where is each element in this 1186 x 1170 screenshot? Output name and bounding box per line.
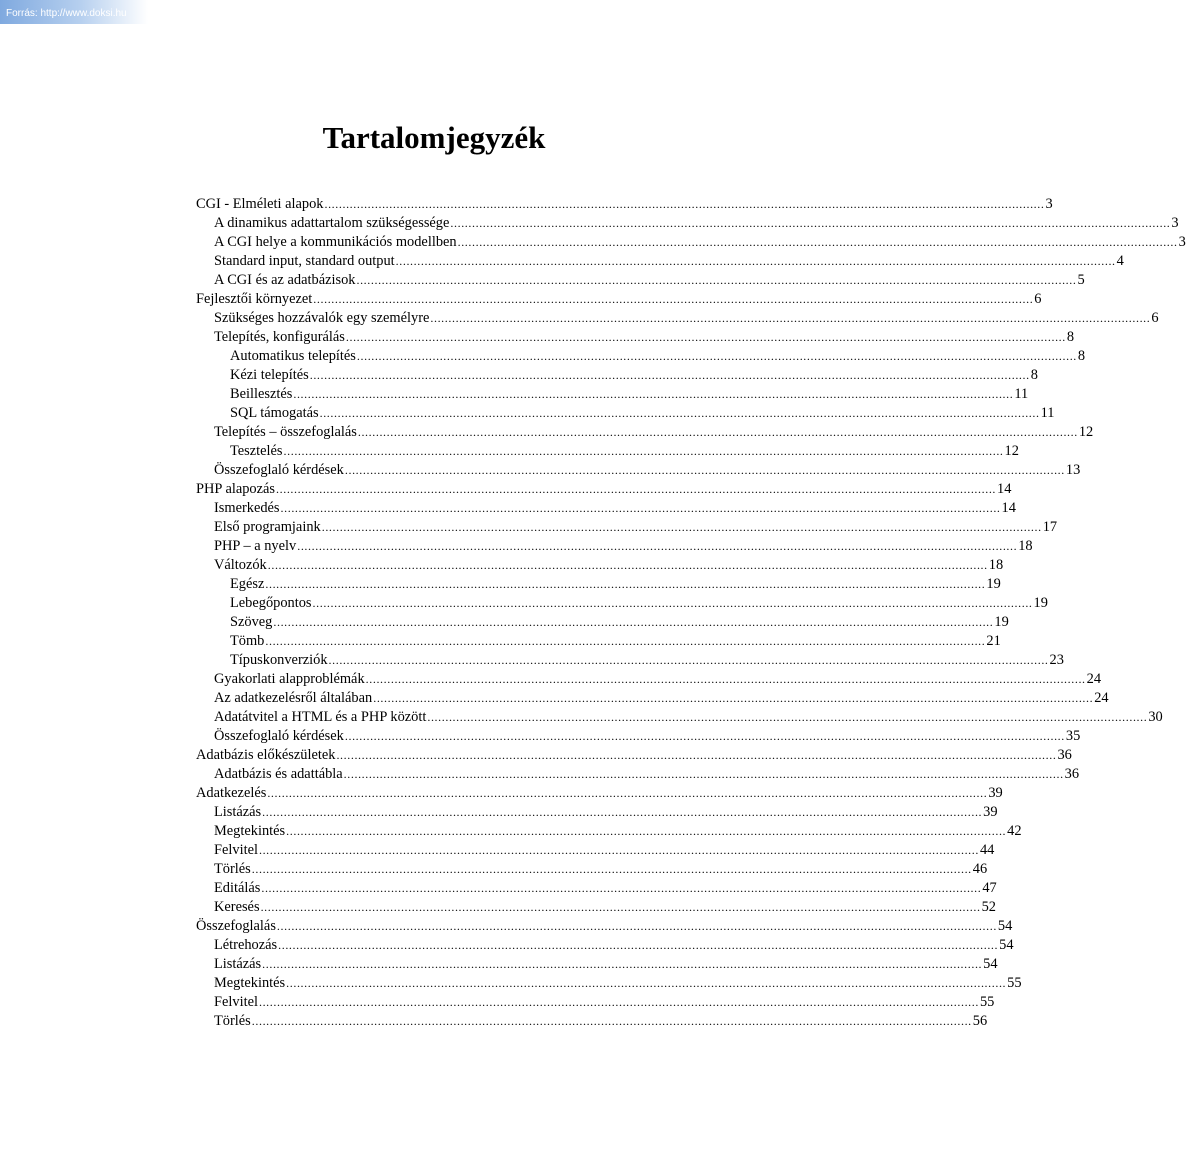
toc-dot-leader: ........................................................................................................................................................................................................ [265, 634, 986, 648]
toc-entry-title: Adatátvitel a HTML és a PHP között [214, 709, 427, 725]
toc-dot-leader: ........................................................................................................................................................................................................ [313, 292, 1034, 306]
toc-entry[interactable] [196, 841, 995, 860]
toc-entry[interactable] [196, 632, 1001, 651]
toc-entry[interactable] [196, 784, 1003, 803]
toc-entry[interactable] [196, 442, 1019, 461]
toc-entry[interactable] [196, 765, 1080, 784]
toc-entry-title: Felvitel [214, 994, 258, 1010]
toc-entry[interactable] [196, 822, 1022, 841]
toc-entry[interactable] [196, 461, 1081, 480]
toc-dot-leader: ........................................................................................................................................................................................................ [276, 482, 997, 496]
toc-entry[interactable] [196, 974, 1022, 993]
toc-entry-title: Törlés [214, 861, 251, 877]
toc-entry-page-number: 5 [1077, 272, 1085, 288]
toc-entry-page-number: 13 [1065, 462, 1081, 478]
toc-entry-page-number: 11 [1040, 405, 1055, 421]
toc-entry-title: A CGI és az adatbázisok [214, 272, 356, 288]
toc-entry[interactable] [196, 309, 1159, 328]
toc-entry-title: A CGI helye a kommunikációs modellben [214, 234, 457, 250]
toc-entry-title: Összefoglaló kérdések [214, 462, 344, 478]
toc-entry-title: Megtekintés [214, 823, 286, 839]
toc-entry-title: Lebegőpontos [230, 595, 312, 611]
toc-entry-page-number: 36 [1064, 766, 1080, 782]
toc-entry-page-number: 8 [1066, 329, 1075, 345]
toc-entry-page-number: 11 [1014, 386, 1029, 402]
toc-entry-title: Adatbázis és adattábla [214, 766, 343, 782]
toc-dot-leader: ........................................................................................................................................................................................................ [450, 216, 1171, 230]
toc-entry[interactable] [196, 328, 1075, 347]
toc-dot-leader: ........................................................................................................................................................................................................ [286, 824, 1007, 838]
toc-dot-leader: ........................................................................................................................................................................................................ [258, 843, 979, 857]
toc-entry-page-number: 4 [1116, 253, 1124, 269]
toc-entry-page-number: 19 [1033, 595, 1048, 611]
toc-entry[interactable] [196, 993, 995, 1012]
toc-entry-title: Tömb [230, 633, 265, 649]
toc-entry-title: Fejlesztői környezet [196, 291, 313, 307]
toc-entry-title: SQL támogatás [230, 405, 319, 421]
toc-entry-page-number: 23 [1049, 652, 1064, 668]
toc-entry-page-number: 8 [1077, 348, 1086, 364]
toc-entry-title: Az adatkezelésről általában [214, 690, 373, 706]
toc-entry[interactable] [196, 594, 1048, 613]
toc-entry-page-number: 12 [1004, 443, 1019, 459]
toc-dot-leader: ........................................................................................................................................................................................................ [261, 881, 982, 895]
toc-entry[interactable] [196, 366, 1038, 385]
toc-entry[interactable] [196, 537, 1033, 556]
toc-entry[interactable] [196, 252, 1124, 271]
toc-entry-page-number: 19 [986, 576, 1001, 592]
toc-entry-page-number: 44 [979, 842, 995, 858]
toc-entry[interactable] [196, 385, 1029, 404]
toc-entry[interactable] [196, 480, 1012, 499]
toc-entry-page-number: 6 [1034, 291, 1042, 307]
toc-entry[interactable] [196, 917, 1013, 936]
table-of-contents [196, 195, 1186, 1031]
toc-dot-leader: ........................................................................................................................................................................................................ [356, 349, 1077, 363]
toc-entry-title: PHP alapozás [196, 481, 276, 497]
toc-dot-leader: ........................................................................................................................................................................................................ [427, 710, 1148, 724]
toc-entry[interactable] [196, 347, 1086, 366]
toc-entry-title: Összefoglaló kérdések [214, 728, 344, 744]
toc-entry-page-number: 52 [981, 899, 996, 915]
toc-entry[interactable] [196, 290, 1042, 309]
toc-dot-leader: ........................................................................................................................................................................................................ [258, 995, 979, 1009]
toc-entry-title: Beillesztés [230, 386, 293, 402]
toc-dot-leader: ........................................................................................................................................................................................................ [344, 729, 1065, 743]
toc-entry-title: Listázás [214, 804, 262, 820]
toc-entry-title: Első programjaink [214, 519, 321, 535]
toc-entry-page-number: 3 [1178, 234, 1186, 250]
toc-entry-title: Tesztelés [230, 443, 283, 459]
toc-entry-title: Kézi telepítés [230, 367, 309, 383]
toc-entry-title: Gyakorlati alapproblémák [214, 671, 365, 687]
toc-entry[interactable] [196, 499, 1016, 518]
toc-entry-title: CGI - Elméleti alapok [196, 196, 324, 212]
toc-dot-leader: ........................................................................................................................................................................................................ [365, 672, 1086, 686]
toc-entry-page-number: 3 [1045, 196, 1053, 212]
toc-entry-page-number: 36 [1057, 747, 1072, 763]
toc-entry-page-number: 17 [1042, 519, 1058, 535]
toc-dot-leader: ........................................................................................................................................................................................................ [262, 805, 983, 819]
source-banner [0, 0, 148, 24]
toc-entry-page-number: 54 [983, 956, 998, 972]
toc-dot-leader: ........................................................................................................................................................................................................ [260, 900, 981, 914]
toc-entry-page-number: 54 [997, 918, 1013, 934]
toc-entry-page-number: 39 [988, 785, 1003, 801]
toc-entry-page-number: 46 [972, 861, 988, 877]
toc-entry[interactable] [196, 803, 998, 822]
toc-dot-leader: ........................................................................................................................................................................................................ [297, 539, 1018, 553]
toc-entry-page-number: 56 [972, 1013, 988, 1029]
toc-entry-page-number: 8 [1030, 367, 1038, 383]
toc-entry[interactable] [196, 233, 1186, 252]
toc-dot-leader: ........................................................................................................................................................................................................ [312, 596, 1033, 610]
toc-dot-leader: ........................................................................................................................................................................................................ [324, 197, 1045, 211]
toc-dot-leader: ........................................................................................................................................................................................................ [293, 387, 1014, 401]
toc-entry-title: Létrehozás [214, 937, 278, 953]
toc-entry[interactable] [196, 727, 1081, 746]
toc-dot-leader: ........................................................................................................................................................................................................ [251, 1014, 972, 1028]
toc-entry[interactable] [196, 955, 998, 974]
toc-entry[interactable] [196, 879, 997, 898]
toc-dot-leader: ........................................................................................................................................................................................................ [265, 577, 986, 591]
toc-dot-leader: ........................................................................................................................................................................................................ [430, 311, 1151, 325]
source-banner-text: Forrás: http://www.doksi.hu [6, 8, 127, 19]
toc-entry-page-number: 6 [1151, 310, 1159, 326]
toc-dot-leader: ........................................................................................................................................................................................................ [276, 919, 997, 933]
toc-entry-title: Szükséges hozzávalók egy személyre [214, 310, 430, 326]
toc-entry[interactable] [196, 860, 988, 879]
toc-entry[interactable] [196, 1012, 988, 1031]
toc-dot-leader: ........................................................................................................................................................................................................ [395, 254, 1116, 268]
toc-dot-leader: ........................................................................................................................................................................................................ [321, 520, 1042, 534]
toc-entry-title: Törlés [214, 1013, 251, 1029]
toc-dot-leader: ........................................................................................................................................................................................................ [343, 767, 1064, 781]
toc-entry[interactable] [196, 556, 1004, 575]
toc-entry-page-number: 19 [994, 614, 1009, 630]
toc-entry-page-number: 39 [983, 804, 998, 820]
toc-dot-leader: ........................................................................................................................................................................................................ [283, 444, 1004, 458]
toc-entry-title: Telepítés – összefoglalás [214, 424, 357, 440]
toc-entry-page-number: 35 [1065, 728, 1081, 744]
toc-entry-page-number: 24 [1086, 671, 1102, 687]
toc-entry-title: Editálás [214, 880, 261, 896]
toc-entry-page-number: 3 [1171, 215, 1179, 231]
toc-entry-page-number: 18 [988, 557, 1004, 573]
toc-entry-page-number: 47 [982, 880, 997, 896]
toc-entry-title: Egész [230, 576, 265, 592]
toc-dot-leader: ........................................................................................................................................................................................................ [267, 786, 988, 800]
toc-entry[interactable] [196, 613, 1009, 632]
toc-dot-leader: ........................................................................................................................................................................................................ [345, 330, 1066, 344]
toc-entry-title: A dinamikus adattartalom szükségessége [214, 215, 450, 231]
toc-entry-page-number: 12 [1078, 424, 1094, 440]
toc-entry-page-number: 55 [1007, 975, 1022, 991]
toc-entry[interactable] [196, 195, 1053, 214]
toc-entry[interactable] [196, 936, 1014, 955]
toc-dot-leader: ........................................................................................................................................................................................................ [262, 957, 983, 971]
toc-dot-leader: ........................................................................................................................................................................................................ [344, 463, 1065, 477]
toc-entry-page-number: 14 [997, 481, 1012, 497]
toc-dot-leader: ........................................................................................................................................................................................................ [278, 938, 999, 952]
toc-entry-title: Felvitel [214, 842, 258, 858]
toc-entry-title: PHP – a nyelv [214, 538, 297, 554]
toc-entry-title: Adatkezelés [196, 785, 267, 801]
toc-entry-title: Típuskonverziók [230, 652, 328, 668]
toc-entry-title: Automatikus telepítés [230, 348, 356, 364]
toc-entry[interactable] [196, 670, 1102, 689]
toc-entry-page-number: 14 [1001, 500, 1016, 516]
toc-dot-leader: ........................................................................................................................................................................................................ [457, 235, 1178, 249]
toc-dot-leader: ........................................................................................................................................................................................................ [286, 976, 1007, 990]
toc-entry[interactable] [196, 423, 1094, 442]
toc-dot-leader: ........................................................................................................................................................................................................ [273, 615, 994, 629]
toc-entry[interactable] [196, 708, 1163, 727]
toc-dot-leader: ........................................................................................................................................................................................................ [319, 406, 1040, 420]
toc-entry[interactable] [196, 271, 1085, 290]
toc-entry[interactable] [196, 898, 996, 917]
toc-entry[interactable] [196, 689, 1109, 708]
toc-dot-leader: ........................................................................................................................................................................................................ [328, 653, 1049, 667]
toc-dot-leader: ........................................................................................................................................................................................................ [373, 691, 1094, 705]
toc-dot-leader: ........................................................................................................................................................................................................ [336, 748, 1057, 762]
toc-dot-leader: ........................................................................................................................................................................................................ [251, 862, 972, 876]
page-title: Tartalomjegyzék [322, 120, 546, 155]
toc-entry-page-number: 24 [1094, 690, 1109, 706]
toc-entry-title: Telepítés, konfigurálás [214, 329, 345, 345]
toc-entry[interactable] [196, 651, 1064, 670]
toc-entry-page-number: 21 [986, 633, 1001, 649]
toc-entry-title: Megtekintés [214, 975, 286, 991]
toc-entry-title: Összefoglalás [196, 918, 276, 934]
toc-dot-leader: ........................................................................................................................................................................................................ [356, 273, 1077, 287]
toc-entry[interactable] [196, 404, 1055, 423]
toc-entry-page-number: 54 [999, 937, 1014, 953]
toc-dot-leader: ........................................................................................................................................................................................................ [280, 501, 1001, 515]
toc-dot-leader: ........................................................................................................................................................................................................ [357, 425, 1078, 439]
toc-dot-leader: ........................................................................................................................................................................................................ [267, 558, 988, 572]
toc-entry-page-number: 18 [1018, 538, 1033, 554]
toc-entry-title: Változók [214, 557, 267, 573]
toc-entry[interactable] [196, 575, 1001, 594]
toc-entry[interactable] [196, 214, 1179, 233]
toc-entry-page-number: 55 [979, 994, 995, 1010]
toc-entry-title: Szöveg [230, 614, 273, 630]
toc-entry-title: Ismerkedés [214, 500, 280, 516]
toc-entry-title: Keresés [214, 899, 260, 915]
toc-entry[interactable] [196, 518, 1058, 537]
toc-dot-leader: ........................................................................................................................................................................................................ [309, 368, 1030, 382]
toc-entry-page-number: 30 [1148, 709, 1163, 725]
toc-entry-title: Standard input, standard output [214, 253, 395, 269]
toc-entry-page-number: 42 [1007, 823, 1022, 839]
toc-entry[interactable] [196, 746, 1072, 765]
toc-entry-title: Listázás [214, 956, 262, 972]
toc-entry-title: Adatbázis előkészületek [196, 747, 336, 763]
